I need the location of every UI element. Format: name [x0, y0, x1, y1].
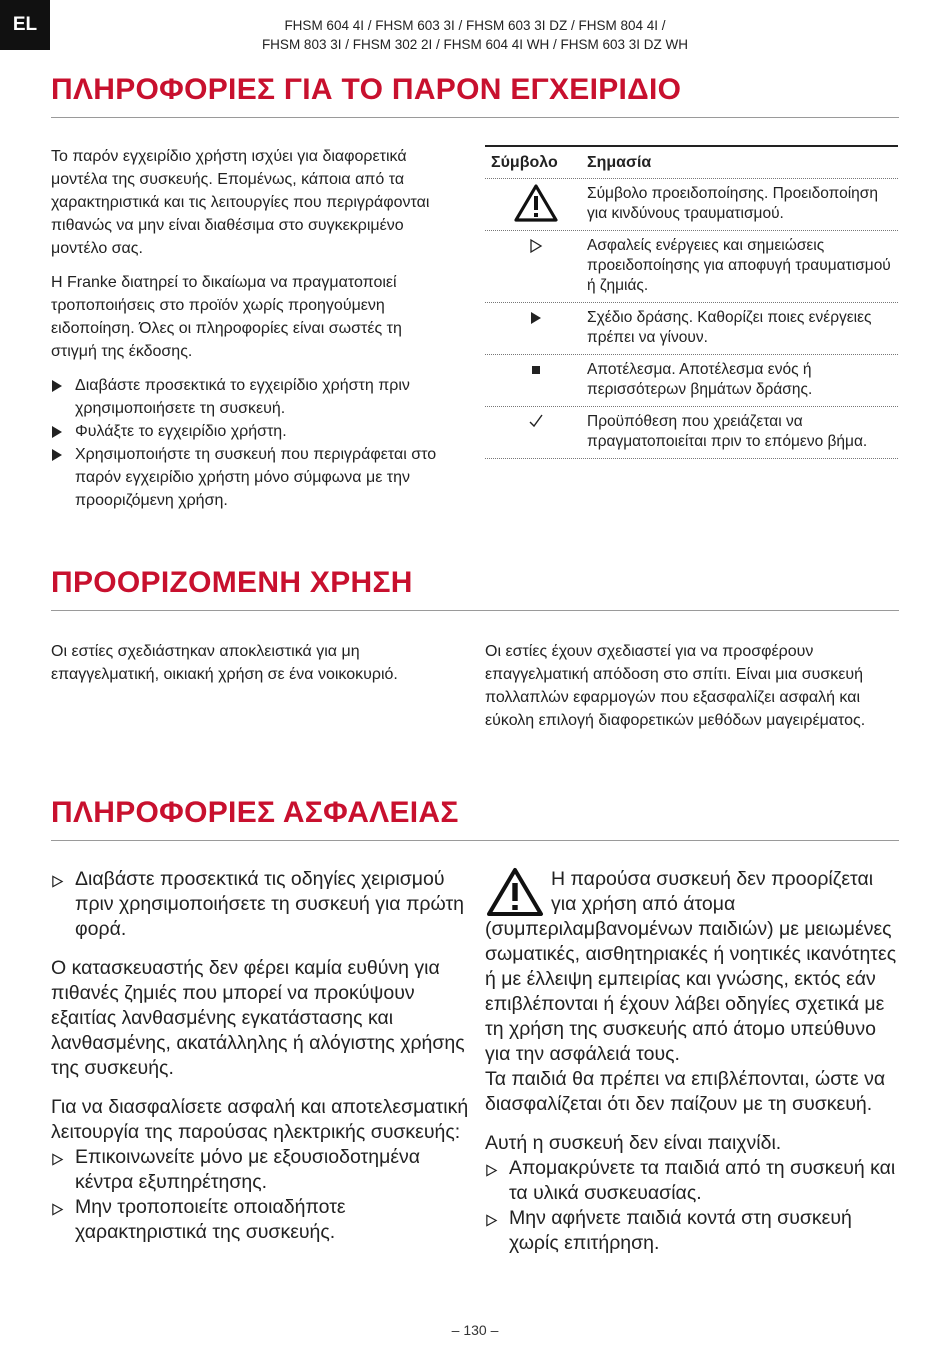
intended-use-right-text: Οι εστίες έχουν σχεδιαστεί για να προσφέρουν επαγγελματική απόδοση στο σπίτι. Είναι μια συσκευή πολλαπλών εφαρμογών που εξασφαλίζει ασφαλή και εύκολη επιλογή διαφορετικών μεθόδων μαγειρέματος.	[485, 643, 866, 729]
meaning-cell: Σχέδιο δράσης. Καθορίζει ποιες ενέργειες πρέπει να γίνουν.	[587, 309, 872, 346]
intended-use-left-column	[51, 640, 451, 697]
outline-triangle-icon	[51, 1203, 64, 1216]
model-list	[180, 16, 770, 54]
symbol-column-header: Σύμβολο	[491, 154, 558, 171]
page-number: – 130 –	[451, 1322, 499, 1338]
list-item	[51, 420, 451, 443]
list-item-text: Χρησιμοποιήστε τη συσκευή που περιγράφεται στο παρόν εγχειρίδιο χρήστη μόνο σύμφωνα με την προοριζόμενη χρήση.	[75, 446, 437, 509]
symbol-table	[485, 145, 898, 459]
table-row	[485, 179, 898, 231]
meaning-cell: Προϋπόθεση που χρειάζεται να πραγματοποιείται πριν το επόμενο βήμα.	[587, 413, 868, 450]
list-item	[51, 374, 451, 420]
symbol-cell	[485, 236, 587, 296]
filled-triangle-icon	[52, 380, 62, 392]
children-supervision-text: Τα παιδιά θα πρέπει να επιβλέπονται, ώστε να διασφαλίζεται ότι δεν παίζουν με τη συσκευή.	[485, 1068, 886, 1115]
outline-triangle-icon	[485, 1214, 498, 1227]
meaning-column-header: Σημασία	[587, 154, 652, 171]
table-row	[485, 407, 898, 459]
warning-triangle-icon	[485, 867, 545, 917]
square-icon	[530, 363, 542, 377]
filled-triangle-icon	[52, 426, 62, 438]
manual-info-paragraph-2: Η Franke διατηρεί το δικαίωμα να πραγματοποιεί τροποποιήσεις στο προϊόν χωρίς προηγούμενη ειδοποίηση. Όλες οι πληροφορίες είναι σωστές τη στιγμή της έκδοσης.	[51, 274, 402, 360]
list-item-text: Μην αφήνετε παιδιά κοντά στη συσκευή χωρίς επιτήρηση.	[509, 1207, 852, 1254]
table-row	[485, 303, 898, 355]
safe-operation-paragraph: Για να διασφαλίσετε ασφαλή και αποτελεσματική λειτουργία της παρούσας ηλεκτρικής συσκευής:	[51, 1096, 469, 1143]
not-a-toy-text: Αυτή η συσκευή δεν είναι παιχνίδι.	[485, 1132, 782, 1154]
list-item-text: Μην τροποποιείτε οποιαδήποτε χαρακτηριστικά της συσκευής.	[75, 1196, 346, 1243]
list-item-text: Διαβάστε προσεκτικά τις οδηγίες χειρισμού πριν χρησιμοποιήσετε τη συσκευή για πρώτη φορά.	[75, 868, 465, 940]
meaning-cell: Σύμβολο προειδοποίησης. Προειδοποίηση για κινδύνους τραυματισμού.	[587, 185, 878, 222]
intended-use-left-text: Οι εστίες σχεδιάστηκαν αποκλειστικά για μη επαγγελματική, οικιακή χρήση σε ένα νοικοκυριό.	[51, 643, 398, 683]
list-item-text: Απομακρύνετε τα παιδιά από τη συσκευή και τα υλικά συσκευασίας.	[509, 1157, 896, 1204]
outline-triangle-icon	[51, 1153, 64, 1166]
outline-triangle-icon	[485, 1164, 498, 1177]
manual-info-left-column	[51, 145, 451, 512]
list-item	[51, 867, 471, 942]
warning-triangle-icon	[514, 184, 558, 222]
model-list-line1: FHSM 604 4I / FHSM 603 3I / FHSM 603 3I DZ / FHSM 804 4I /	[284, 18, 666, 33]
symbol-cell	[485, 308, 587, 348]
table-row	[485, 355, 898, 407]
section-title-intended-use: ΠΡΟΟΡΙΖΟΜΕΝΗ ΧΡΗΣΗ	[51, 566, 899, 611]
children-safety-list	[485, 1156, 898, 1256]
list-item	[51, 443, 451, 512]
meaning-cell: Ασφαλείς ενέργειες και σημειώσεις προειδοποίησης για αποφυγή τραυματισμού ή ζημιάς.	[587, 237, 891, 294]
section-title-manual-info: ΠΛΗΡΟΦΟΡΙΕΣ ΓΙΑ ΤΟ ΠΑΡΟΝ ΕΓΧΕΙΡΙΔΙΟ	[51, 73, 899, 118]
manual-info-paragraph-1: Το παρόν εγχειρίδιο χρήστη ισχύει για διαφορετικά μοντέλα της συσκευής. Επομένως, κάποια από τα χαρακτηριστικά και τις λειτουργίες που περιγράφονται πιθανώς να μην είναι διαθέσιμα στο συγκεκριμένο μοντέλο σας.	[51, 148, 430, 257]
language-tab: EL	[0, 0, 50, 50]
meaning-cell: Αποτέλεσμα. Αποτέλεσμα ενός ή περισσότερων βημάτων δράσης.	[587, 361, 813, 398]
list-item-text: Διαβάστε προσεκτικά το εγχειρίδιο χρήστη πριν χρησιμοποιήσετε τη συσκευή.	[75, 377, 410, 417]
list-item	[485, 1156, 898, 1206]
list-item-text: Επικοινωνείτε μόνο με εξουσιοδοτημένα κέντρα εξυπηρέτησης.	[75, 1146, 421, 1193]
symbol-cell	[485, 412, 587, 452]
symbol-cell	[485, 184, 587, 224]
intended-use-right-column	[485, 640, 898, 743]
filled-triangle-icon	[52, 449, 62, 461]
safety-first-note	[51, 867, 471, 942]
checkmark-icon	[528, 413, 544, 429]
filled-triangle-icon	[529, 310, 543, 326]
list-item	[485, 1206, 898, 1256]
safety-left-column	[51, 867, 471, 1245]
symbol-table-header	[485, 145, 898, 179]
list-item-text: Φυλάξτε το εγχειρίδιο χρήστη.	[75, 423, 287, 440]
model-list-line2: FHSM 803 3I / FHSM 302 2I / FHSM 604 4I WH / FHSM 603 3I DZ WH	[261, 37, 689, 52]
vulnerable-persons-warning: Η παρούσα συσκευή δεν προορίζεται για χρήση από άτομα (συμπεριλαμβανομένων παιδιών) με μειωμένες σωματικές, αισθητηριακές ή νοητικές ικανότητες ή με έλλειψη εμπειρίας και γνώσης, εκτός εάν επιβλέπονται ή έχουν λάβει οδηγίες σχετικά με τη χρήση της συσκευής από άτομο υπεύθυνο για την ασφάλειά τους.	[485, 868, 897, 1065]
table-row	[485, 231, 898, 303]
list-item	[51, 1195, 471, 1245]
outline-triangle-icon	[529, 238, 543, 254]
symbol-cell	[485, 360, 587, 400]
outline-triangle-icon	[51, 875, 64, 888]
liability-paragraph: Ο κατασκευαστής δεν φέρει καμία ευθύνη για πιθανές ζημιές που μπορεί να προκύψουν εξαιτίας λανθασμένης εγκατάστασης και λανθασμένης, ακατάλληλης ή αλόγιστης χρήσης της συσκευής.	[51, 957, 465, 1079]
manual-info-action-list	[51, 374, 451, 512]
list-item	[51, 1145, 471, 1195]
section-title-safety-info: ΠΛΗΡΟΦΟΡΙΕΣ ΑΣΦΑΛΕΙΑΣ	[51, 796, 899, 841]
safety-right-column	[485, 867, 898, 1256]
safe-operation-list	[51, 1145, 471, 1245]
